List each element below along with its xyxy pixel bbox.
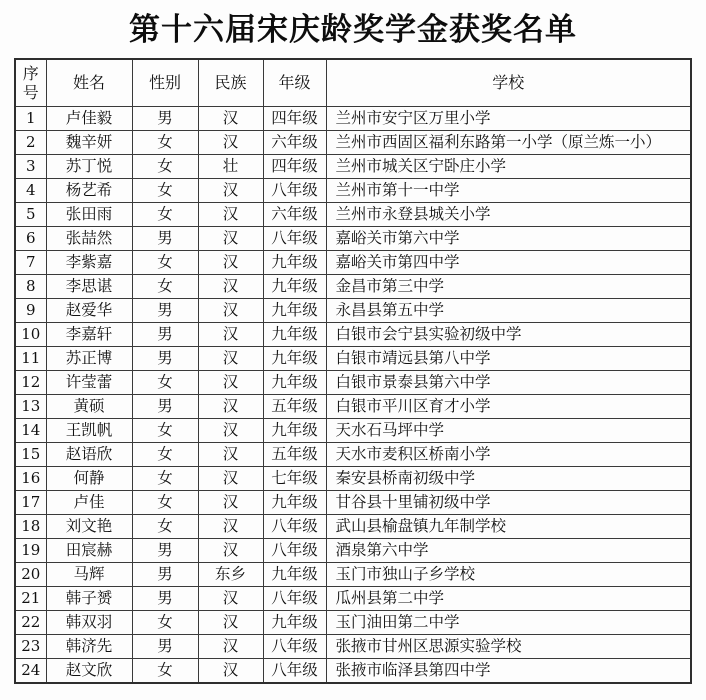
table-row: [15, 586, 691, 610]
student-name-cell: 马辉: [46, 562, 132, 586]
ethnicity-cell: 汉: [198, 442, 263, 466]
grade-cell: 九年级: [263, 298, 326, 322]
gender-cell: 男: [132, 562, 198, 586]
student-name-cell: 张喆然: [46, 226, 132, 250]
ethnicity-cell: 东乡: [198, 562, 263, 586]
student-name-cell: 苏正博: [46, 346, 132, 370]
grade-cell: 九年级: [263, 562, 326, 586]
ethnicity-cell: 汉: [198, 346, 263, 370]
ethnicity-cell: 汉: [198, 418, 263, 442]
student-name-cell: 杨艺希: [46, 178, 132, 202]
ethnicity-cell: 汉: [198, 226, 263, 250]
gender-cell: 女: [132, 658, 198, 683]
student-name-cell: 韩济先: [46, 634, 132, 658]
school-cell: 白银市靖远县第八中学: [326, 346, 691, 370]
grade-cell: 七年级: [263, 466, 326, 490]
ethnicity-cell: 汉: [198, 106, 263, 130]
ethnicity-cell: 汉: [198, 130, 263, 154]
table-row: [15, 346, 691, 370]
row-index-cell: 1: [15, 106, 46, 130]
grade-cell: 六年级: [263, 130, 326, 154]
school-cell: 兰州市城关区宁卧庄小学: [326, 154, 691, 178]
student-name-cell: 张田雨: [46, 202, 132, 226]
gender-cell: 男: [132, 226, 198, 250]
row-index-cell: 9: [15, 298, 46, 322]
grade-cell: 九年级: [263, 370, 326, 394]
school-cell: 兰州市西固区福利东路第一小学（原兰炼一小）: [326, 130, 691, 154]
school-cell: 酒泉第六中学: [326, 538, 691, 562]
gender-cell: 女: [132, 490, 198, 514]
school-cell: 玉门市独山子乡学校: [326, 562, 691, 586]
row-index-cell: 3: [15, 154, 46, 178]
header-gender: 性别: [132, 59, 198, 106]
header-ethnicity: 民族: [198, 59, 263, 106]
student-name-cell: 王凯帆: [46, 418, 132, 442]
gender-cell: 男: [132, 394, 198, 418]
row-index-cell: 4: [15, 178, 46, 202]
school-cell: 玉门油田第二中学: [326, 610, 691, 634]
student-name-cell: 赵文欣: [46, 658, 132, 683]
row-index-cell: 6: [15, 226, 46, 250]
student-name-cell: 李紫嘉: [46, 250, 132, 274]
school-cell: 张掖市甘州区思源实验学校: [326, 634, 691, 658]
ethnicity-cell: 汉: [198, 178, 263, 202]
school-cell: 金昌市第三中学: [326, 274, 691, 298]
row-index-cell: 22: [15, 610, 46, 634]
gender-cell: 男: [132, 634, 198, 658]
student-name-cell: 苏丁悦: [46, 154, 132, 178]
school-cell: 兰州市安宁区万里小学: [326, 106, 691, 130]
gender-cell: 男: [132, 322, 198, 346]
table-row: [15, 106, 691, 130]
school-cell: 白银市平川区育才小学: [326, 394, 691, 418]
gender-cell: 女: [132, 466, 198, 490]
grade-cell: 九年级: [263, 250, 326, 274]
school-cell: 瓜州县第二中学: [326, 586, 691, 610]
row-index-cell: 19: [15, 538, 46, 562]
row-index-cell: 23: [15, 634, 46, 658]
grade-cell: 八年级: [263, 514, 326, 538]
row-index-cell: 5: [15, 202, 46, 226]
ethnicity-cell: 汉: [198, 394, 263, 418]
student-name-cell: 赵语欣: [46, 442, 132, 466]
grade-cell: 八年级: [263, 634, 326, 658]
table-body: [15, 106, 691, 683]
table-row: [15, 658, 691, 683]
student-name-cell: 赵爱华: [46, 298, 132, 322]
grade-cell: 九年级: [263, 322, 326, 346]
table-row: [15, 562, 691, 586]
school-cell: 天水石马坪中学: [326, 418, 691, 442]
table-row: [15, 202, 691, 226]
table-row: [15, 226, 691, 250]
page-title: 第十六届宋庆龄奖学金获奖名单: [129, 12, 577, 48]
ethnicity-cell: 汉: [198, 586, 263, 610]
student-name-cell: 魏辛妍: [46, 130, 132, 154]
table-row: [15, 370, 691, 394]
award-table: [14, 58, 692, 684]
school-cell: 永昌县第五中学: [326, 298, 691, 322]
grade-cell: 九年级: [263, 490, 326, 514]
student-name-cell: 韩双羽: [46, 610, 132, 634]
table-row: [15, 322, 691, 346]
header-index: 序号: [15, 59, 46, 106]
student-name-cell: 李思谌: [46, 274, 132, 298]
table-row: [15, 298, 691, 322]
row-index-cell: 16: [15, 466, 46, 490]
row-index-cell: 21: [15, 586, 46, 610]
row-index-cell: 24: [15, 658, 46, 683]
school-cell: 白银市会宁县实验初级中学: [326, 322, 691, 346]
ethnicity-cell: 汉: [198, 538, 263, 562]
header-row: [15, 59, 691, 106]
grade-cell: 八年级: [263, 586, 326, 610]
table-row: [15, 466, 691, 490]
student-name-cell: 黄硕: [46, 394, 132, 418]
grade-cell: 八年级: [263, 658, 326, 683]
table-row: [15, 538, 691, 562]
header-grade: 年级: [263, 59, 326, 106]
row-index-cell: 11: [15, 346, 46, 370]
ethnicity-cell: 汉: [198, 490, 263, 514]
school-cell: 甘谷县十里铺初级中学: [326, 490, 691, 514]
row-index-cell: 17: [15, 490, 46, 514]
table-header: [15, 59, 691, 106]
ethnicity-cell: 汉: [198, 658, 263, 683]
row-index-cell: 2: [15, 130, 46, 154]
gender-cell: 女: [132, 514, 198, 538]
ethnicity-cell: 壮: [198, 154, 263, 178]
row-index-cell: 18: [15, 514, 46, 538]
table-row: [15, 394, 691, 418]
ethnicity-cell: 汉: [198, 250, 263, 274]
grade-cell: 八年级: [263, 538, 326, 562]
table-row: [15, 610, 691, 634]
gender-cell: 男: [132, 538, 198, 562]
student-name-cell: 许莹蕾: [46, 370, 132, 394]
ethnicity-cell: 汉: [198, 466, 263, 490]
grade-cell: 六年级: [263, 202, 326, 226]
row-index-cell: 12: [15, 370, 46, 394]
gender-cell: 女: [132, 610, 198, 634]
grade-cell: 九年级: [263, 346, 326, 370]
student-name-cell: 刘文艳: [46, 514, 132, 538]
school-cell: 天水市麦积区桥南小学: [326, 442, 691, 466]
student-name-cell: 田宸赫: [46, 538, 132, 562]
table-row: [15, 130, 691, 154]
student-name-cell: 李嘉轩: [46, 322, 132, 346]
ethnicity-cell: 汉: [198, 202, 263, 226]
gender-cell: 男: [132, 106, 198, 130]
gender-cell: 女: [132, 250, 198, 274]
header-school: 学校: [326, 59, 691, 106]
ethnicity-cell: 汉: [198, 298, 263, 322]
row-index-cell: 8: [15, 274, 46, 298]
grade-cell: 五年级: [263, 442, 326, 466]
grade-cell: 八年级: [263, 178, 326, 202]
grade-cell: 九年级: [263, 274, 326, 298]
student-name-cell: 何静: [46, 466, 132, 490]
school-cell: 兰州市第十一中学: [326, 178, 691, 202]
grade-cell: 五年级: [263, 394, 326, 418]
grade-cell: 九年级: [263, 418, 326, 442]
school-cell: 秦安县桥南初级中学: [326, 466, 691, 490]
row-index-cell: 14: [15, 418, 46, 442]
student-name-cell: 韩子赟: [46, 586, 132, 610]
gender-cell: 女: [132, 274, 198, 298]
gender-cell: 女: [132, 442, 198, 466]
ethnicity-cell: 汉: [198, 274, 263, 298]
table-row: [15, 514, 691, 538]
school-cell: 嘉峪关市第六中学: [326, 226, 691, 250]
school-cell: 张掖市临泽县第四中学: [326, 658, 691, 683]
row-index-cell: 10: [15, 322, 46, 346]
table-row: [15, 154, 691, 178]
table-row: [15, 634, 691, 658]
gender-cell: 男: [132, 346, 198, 370]
table-row: [15, 418, 691, 442]
gender-cell: 女: [132, 202, 198, 226]
grade-cell: 八年级: [263, 226, 326, 250]
ethnicity-cell: 汉: [198, 514, 263, 538]
table-row: [15, 442, 691, 466]
gender-cell: 男: [132, 586, 198, 610]
gender-cell: 女: [132, 178, 198, 202]
row-index-cell: 15: [15, 442, 46, 466]
grade-cell: 四年级: [263, 106, 326, 130]
student-name-cell: 卢佳: [46, 490, 132, 514]
row-index-cell: 20: [15, 562, 46, 586]
gender-cell: 女: [132, 418, 198, 442]
school-cell: 白银市景泰县第六中学: [326, 370, 691, 394]
ethnicity-cell: 汉: [198, 634, 263, 658]
school-cell: 嘉峪关市第四中学: [326, 250, 691, 274]
ethnicity-cell: 汉: [198, 370, 263, 394]
table-row: [15, 274, 691, 298]
student-name-cell: 卢佳毅: [46, 106, 132, 130]
row-index-cell: 13: [15, 394, 46, 418]
table-row: [15, 178, 691, 202]
gender-cell: 女: [132, 370, 198, 394]
header-name: 姓名: [46, 59, 132, 106]
gender-cell: 女: [132, 130, 198, 154]
gender-cell: 男: [132, 298, 198, 322]
school-cell: 武山县榆盘镇九年制学校: [326, 514, 691, 538]
grade-cell: 四年级: [263, 154, 326, 178]
grade-cell: 九年级: [263, 610, 326, 634]
ethnicity-cell: 汉: [198, 322, 263, 346]
table-row: [15, 250, 691, 274]
ethnicity-cell: 汉: [198, 610, 263, 634]
row-index-cell: 7: [15, 250, 46, 274]
table-row: [15, 490, 691, 514]
gender-cell: 女: [132, 154, 198, 178]
school-cell: 兰州市永登县城关小学: [326, 202, 691, 226]
